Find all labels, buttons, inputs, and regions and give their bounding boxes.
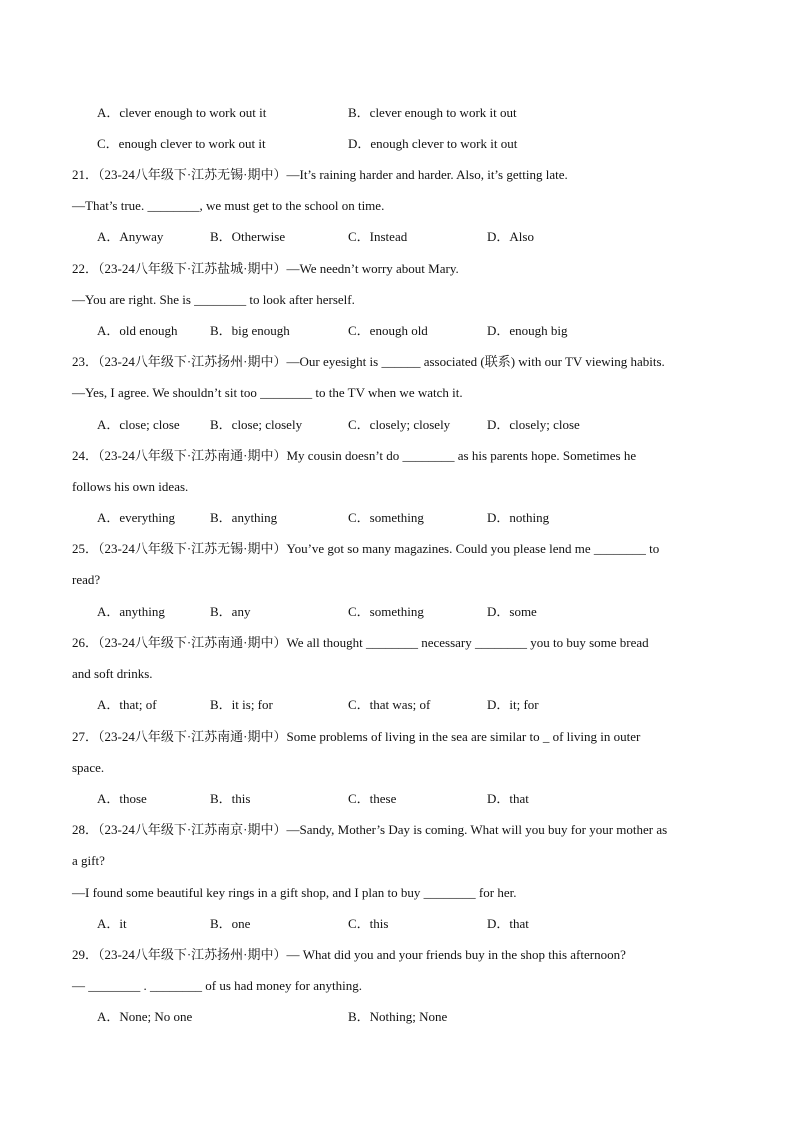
question-22-stem: 22．（23-24八年级下·江苏盐城·期中）—We needn’t worry about Mary. [72,261,459,276]
q25-option-a: A．anything [97,604,165,619]
question-28-stem-cont: a gift? [72,853,105,868]
q21-option-d: D．Also [487,229,534,244]
q28-option-c: C．this [348,916,389,931]
q24-option-c: C．something [348,510,424,525]
q27-option-c: C．these [348,791,397,806]
q22-option-b: B．big enough [210,323,290,338]
question-24-stem-cont: follows his own ideas. [72,479,189,494]
q26-option-a: A．that; of [97,697,157,712]
q26-option-c: C．that was; of [348,697,431,712]
option-d: D．enough clever to work it out [348,136,518,151]
question-26-stem-cont: and soft drinks. [72,666,153,681]
q29-option-a: A．None; No one [97,1009,193,1024]
q27-option-b: B．this [210,791,251,806]
q25-option-c: C．something [348,604,424,619]
question-23-reply: —Yes, I agree. We shouldn’t sit too ________ to the TV when we watch it. [72,385,463,400]
question-29-stem: 29．（23-24八年级下·江苏扬州·期中）— What did you and your friends buy in the shop this afternoon? [72,947,626,962]
option-c: C．enough clever to work out it [97,136,266,151]
q23-option-c: C．closely; closely [348,417,451,432]
question-21-reply: —That’s true. ________, we must get to the school on time. [72,198,385,213]
q26-option-b: B．it is; for [210,697,273,712]
q25-option-b: B．any [210,604,251,619]
question-28-reply: —I found some beautiful key rings in a gift shop, and I plan to buy ________ for her. [72,885,517,900]
q21-option-a: A．Anyway [97,229,164,244]
q23-option-a: A．close; close [97,417,180,432]
q28-option-d: D．that [487,916,529,931]
q22-option-c: C．enough old [348,323,428,338]
q26-option-d: D．it; for [487,697,539,712]
question-26-stem: 26．（23-24八年级下·江苏南通·期中）We all thought ________ necessary ________ you to buy some bread [72,635,649,650]
q23-option-b: B．close; closely [210,417,303,432]
question-29-reply: — ________ . ________ of us had money for anything. [72,978,362,993]
q24-option-d: D．nothing [487,510,550,525]
question-25-stem-cont: read? [72,572,101,587]
option-a: A．clever enough to work out it [97,105,267,120]
question-27-stem-cont: space. [72,760,105,775]
question-27-stem: 27．（23-24八年级下·江苏南通·期中）Some problems of living in the sea are similar to _ of living in outer [72,729,641,744]
q21-option-b: B．Otherwise [210,229,286,244]
q22-option-d: D．enough big [487,323,568,338]
option-b: B．clever enough to work it out [348,105,517,120]
q28-option-b: B．one [210,916,251,931]
q29-option-b: B．Nothing; None [348,1009,448,1024]
question-25-stem: 25．（23-24八年级下·江苏无锡·期中）You’ve got so many magazines. Could you please lend me ________ to [72,541,660,556]
question-22-reply: —You are right. She is ________ to look after herself. [72,292,355,307]
q23-option-d: D．closely; close [487,417,580,432]
q24-option-b: B．anything [210,510,278,525]
question-21-stem: 21．（23-24八年级下·江苏无锡·期中）—It’s raining harder and harder. Also, it’s getting late. [72,167,568,182]
q22-option-a: A．old enough [97,323,178,338]
q28-option-a: A．it [97,916,127,931]
question-24-stem: 24．（23-24八年级下·江苏南通·期中）My cousin doesn’t do ________ as his parents hope. Sometimes he [72,448,637,463]
q24-option-a: A．everything [97,510,175,525]
q27-option-d: D．that [487,791,529,806]
question-23-stem: 23．（23-24八年级下·江苏扬州·期中）—Our eyesight is ______ associated (联系) with our TV viewing habits. [72,354,665,369]
q21-option-c: C．Instead [348,229,408,244]
q25-option-d: D．some [487,604,537,619]
q27-option-a: A．those [97,791,147,806]
question-28-stem: 28．（23-24八年级下·江苏南京·期中）—Sandy, Mother’s Day is coming. What will you buy for your mother as [72,822,668,837]
